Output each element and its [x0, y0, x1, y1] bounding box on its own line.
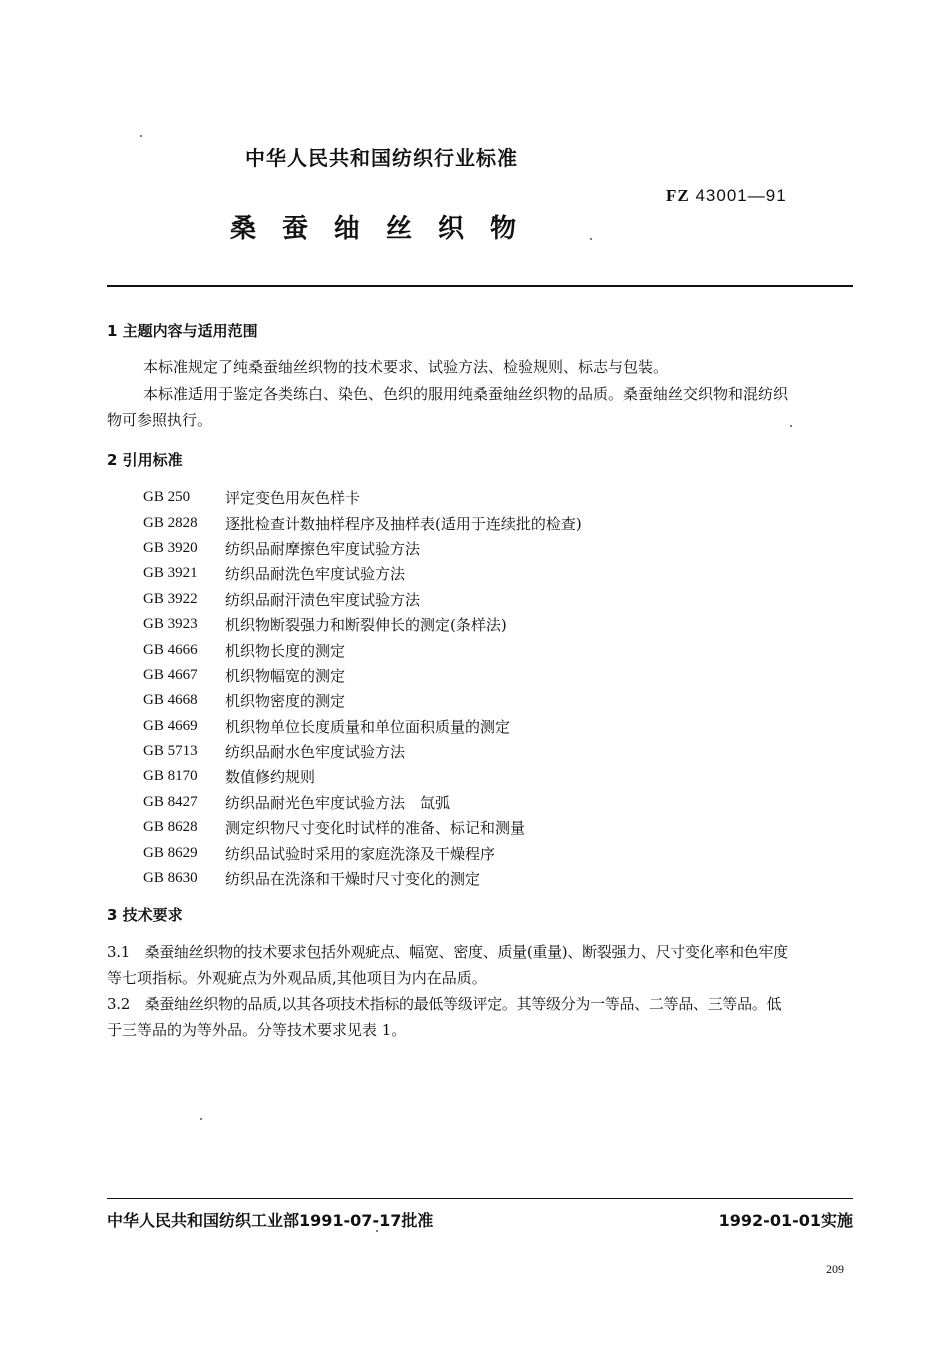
- reference-item: [143, 790, 582, 815]
- reference-item: [143, 587, 582, 612]
- standard-number: 43001—91: [695, 186, 787, 205]
- reference-code: GB 4667: [143, 666, 198, 683]
- standard-prefix: FZ: [666, 186, 690, 205]
- reference-item: [143, 536, 582, 561]
- section-3-heading: 3 技术要求: [107, 906, 183, 924]
- reference-title: 机织物密度的测定: [225, 692, 346, 711]
- scan-speck: [790, 425, 792, 427]
- reference-code: GB 8628: [143, 819, 198, 836]
- scan-speck: [376, 1230, 378, 1232]
- reference-code: GB 3921: [143, 565, 198, 582]
- document-title: 桑蚕䌷丝织物: [230, 214, 543, 244]
- reference-code: GB 8629: [143, 844, 198, 861]
- reference-code: GB 4668: [143, 692, 198, 709]
- section-1-paragraph-2-line-2: 物可参照执行。: [107, 411, 213, 429]
- reference-title: 纺织品在洗涤和干燥时尺寸变化的测定: [225, 870, 481, 889]
- clause-3-1-line-1: 3.1 桑蚕䌷丝织物的技术要求包括外观疵点、幅宽、密度、质量(重量)、断裂强力、尺寸变化率和色牢度: [107, 943, 788, 961]
- reference-item: [143, 815, 582, 840]
- section-1-heading: 1 主题内容与适用范围: [107, 322, 258, 340]
- reference-title: 纺织品耐汗渍色牢度试验方法: [225, 590, 421, 609]
- reference-code: GB 5713: [143, 743, 198, 760]
- scan-speck: [590, 238, 592, 240]
- reference-code: GB 8630: [143, 870, 198, 887]
- reference-title: 逐批检查计数抽样程序及抽样表(适用于连续批的检查): [225, 514, 582, 533]
- reference-code: GB 250: [143, 489, 191, 506]
- section-2-heading: 2 引用标准: [107, 451, 183, 469]
- issuing-body: 中华人民共和国纺织行业标准: [245, 146, 518, 170]
- clause-3-2-line-1: 3.2 桑蚕䌷丝织物的品质,以其各项技术指标的最低等级评定。其等级分为一等品、二等品、三等品。低: [107, 995, 782, 1013]
- reference-code: GB 8427: [143, 793, 198, 810]
- reference-title: 评定变色用灰色样卡: [225, 489, 361, 508]
- standard-code: [666, 186, 787, 206]
- reference-code: GB 3923: [143, 616, 198, 633]
- reference-title: 纺织品耐洗色牢度试验方法: [225, 565, 406, 584]
- reference-item: [143, 485, 582, 510]
- reference-title: 数值修约规则: [225, 768, 316, 787]
- header-divider: [107, 285, 853, 287]
- effective-date: 1992-01-01实施: [718, 1211, 853, 1230]
- scan-speck: [140, 135, 142, 137]
- reference-title: 机织物长度的测定: [225, 641, 346, 660]
- reference-item: [143, 612, 582, 637]
- referenced-standards-list: [143, 485, 582, 891]
- reference-item: [143, 840, 582, 865]
- clause-3-2-line-2: 于三等品的为等外品。分等技术要求见表 1。: [107, 1021, 407, 1039]
- reference-code: GB 4669: [143, 717, 198, 734]
- reference-item: [143, 561, 582, 586]
- reference-item: [143, 663, 582, 688]
- clause-3-1-line-2: 等七项指标。外观疵点为外观品质,其他项目为内在品质。: [107, 969, 487, 987]
- section-1-paragraph-2-line-1: 本标准适用于鉴定各类练白、染色、色织的服用纯桑蚕䌷丝织物的品质。桑蚕䌷丝交织物和混纺织: [143, 385, 789, 403]
- reference-title: 机织物单位长度质量和单位面积质量的测定: [225, 717, 511, 736]
- reference-title: 纺织品耐光色牢度试验方法 氙弧: [225, 793, 451, 812]
- reference-title: 纺织品耐水色牢度试验方法: [225, 743, 406, 762]
- reference-code: GB 3922: [143, 590, 198, 607]
- reference-item: [143, 739, 582, 764]
- reference-title: 机织物幅宽的测定: [225, 666, 346, 685]
- reference-title: 测定织物尺寸变化时试样的准备、标记和测量: [225, 819, 526, 838]
- reference-item: [143, 714, 582, 739]
- reference-title: 机织物断裂强力和断裂伸长的测定(条样法): [225, 616, 507, 635]
- approval-statement: 中华人民共和国纺织工业部1991-07-17批准: [107, 1211, 434, 1230]
- reference-item: [143, 688, 582, 713]
- reference-title: 纺织品耐摩擦色牢度试验方法: [225, 539, 421, 558]
- reference-code: GB 4666: [143, 641, 198, 658]
- reference-item: [143, 510, 582, 535]
- reference-code: GB 8170: [143, 768, 198, 785]
- scan-speck: [200, 1118, 202, 1120]
- reference-item: [143, 866, 582, 891]
- reference-code: GB 3920: [143, 539, 198, 556]
- page-number: 209: [826, 1262, 844, 1276]
- footer-divider: [107, 1198, 853, 1199]
- reference-item: [143, 764, 582, 789]
- reference-item: [143, 637, 582, 662]
- section-1-paragraph-1: 本标准规定了纯桑蚕䌷丝织物的技术要求、试验方法、检验规则、标志与包装。: [143, 358, 669, 376]
- reference-title: 纺织品试验时采用的家庭洗涤及干燥程序: [225, 844, 496, 863]
- reference-code: GB 2828: [143, 514, 198, 531]
